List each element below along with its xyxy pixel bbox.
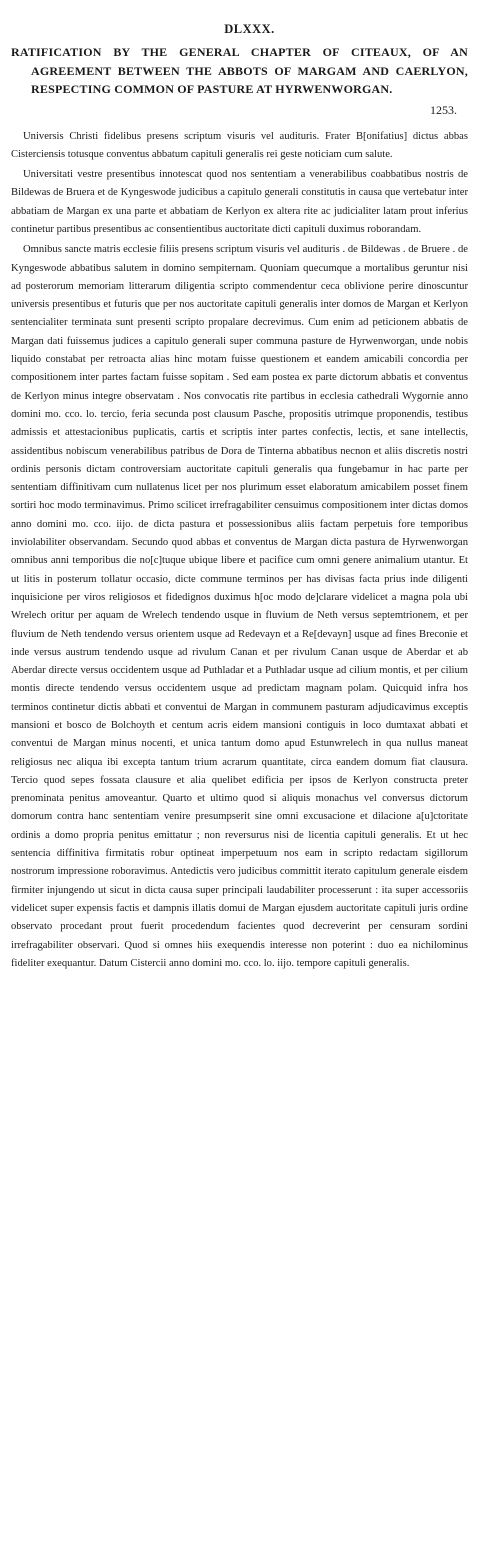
paragraph-salutation: Universis Christi fidelibus presens scriptum visuris vel audituris. Frater B[onifatius] dictus abbas Cisterciensis totusque conventus abbatum capituli generalis rei geste noticiam cum salute. bbox=[11, 130, 468, 160]
paragraph-sentence: Omnibus sancte matris ecclesie filiis presens scriptum visuris vel audituris . de Bildewas . de Bruere . de Kyngeswode abbatibus salutem in domino sempiternam. Quoniam quecumque a mortalibus geruntur nisi ad posterorum memoriam litterarum diligentia scripto commendentur ceca oblivione perire dinoscuntur universis presentibus et futuris que per nos auctoritate capituli generalis inter domos de Margan et Kerlyon sentencialiter terminata sunt presenti scripto propalare decrevimus. Cum enim ad peticionem abbatis de Margan dati fuissemus judices a capitulo generali super communa pasture de Hyrwenworgan, unde nobis liquido constabat per retroacta alias hinc motam fuisse questionem et eandem amicabili concordia per compositionem inter partes factam fuisse sopitam . Sed eam postea ex parte dictorum abbatis et conventus de Kerlyon minus integre observatam . Nos convocatis rite partibus in ecclesia cathedrali Wygornie anno domini mo. cco. lo. tercio, feria secunda post clausum Pasche, propositis utrimque proponendis, testibus admissis et attestacionibus puplicatis, cartis et scriptis inter partes confectis, lectis, et sane intellectis, assidentibus nobiscum venerabilibus patribus de Dora de Tinterna abbatibus necnon et aliis discretis nostri ordinis personis dictam controversiam auctoritate capituli generalis qua fungebamur in hac parte per sententiam diffinitivam cum nullatenus licet per nos plurimum esset elaboratum amicabilem posset finem sortiri hoc modo terminavimus. Primo scilicet irrefragabiliter censuimus compositionem inter dictas domos anno domini mo. cco. iijo. de dicta pastura et possessionibus aliis factam perpetuis fore temporibus inviolabiliter observandam. Secundo quod abbas et conventus de Margan dicta pastura de Hyrwenworgan omnibus anni temporibus die no[c]tuque ubique libere et pacifice cum omni genere animalium utantur. Et ut litis in posterum tollatur occasio, dicte commune terminos per has divisas facta prius inde diligenti inquisicione per viros religiosos et fidedignos duximus h[oc modo de]clarare videlicet a magna pola ubi Wrelech oritur per aquam de Wrelech tendendo usque in fluvium de Neth versus septemtrionem, et per fluvium de Neth tendendo versus orientem usque ad Redevayn et a Re[devayn] usque ad fines Breconie et inde versus austrum tendendo usque ad rivulum Canan et per rivulum Canan usque de Aberdar et ab Aberdar directe versus occidentem usque ad Puthladar et a Puthladar usque ad cilium montis, et per cilium montis directe tendendo versus occidentem usque ad predictam magnam polam. Quicquid infra hos terminos continetur dictis abbati et conventui de Margan in communem pasturam adjudicavimus exceptis mansioni et bosco de Bolchoyth et centum acris eidem mansioni contiguis in loco dumtaxat abbati et conventui de Margan minus nocenti, et unica tantum domo apud Estunwrelech in qua nullus maneat religiosus nec aliqua ibi excepta tantum trium acrarum quantitate, circa eandem domum fiat clausura. Tercio quod sepes fossata clausure et alia quelibet edificia per ipsos de Kerlyon constructa preter prenominata penitus amoveantur. Quarto et ultimo quod si aliquis monachus vel conversus dictorum domorum contra hanc sententiam venire presumpserit sine omni excusacione et dilacione a[u]ctoritate ordinis a domo propria penitus emittatur ; non reversurus nisi de licentia capituli generalis. Et ut hec sentencia diffinitiva firmitatis robur optineat imperpetuum nos eam in scripto redactam sigillorum nostrorum impressione roboravimus. Antedictis vero judicibus committit iterato capitulum generale eisdem firmiter injungendo ut sicut in dicta causa super principali laudabiliter processerunt : ita super accessoriis videlicet super expensis factis et dampnis illatis domui de Margan ejusdem auctoritate capituli juris ordine observato procedant prout fuerit procedendum facientes quod decreverint per censuram sordini irrefragabiliter observari. Quod si omnes hiis exequendis interesse non poterint : duo ea nichilominus fideliter exequantur. Datum Cistercii anno domini mo. cco. lo. iijo. tempore capituli generalis. bbox=[11, 244, 468, 969]
document-heading: RATIFICATION BY THE GENERAL CHAPTER OF CITEAUX, OF AN AGREEMENT BETWEEN THE ABBOTS OF MARGAM AND CAERLYON, RESPECTING COMMON OF PASTURE AT HYRWENWORGAN. bbox=[11, 45, 468, 96]
paragraph-ratification: Universitati vestre presentibus innotescat quod nos sententiam a venerabilibus coabbatibus nostris de Bildewas de Bruera et de Kyngeswode judicibus a capitulo generali constitutis in causa que vertebatur inter abbatiam de Margan ex una parte et abbatiam de Kerlyon ex altera rite ac judicialiter latam prout inferius continetur partibus presentibus ac consentientibus auctoritate dicti capituli duximus roborandam. bbox=[11, 169, 468, 235]
document-date: 1253. bbox=[430, 102, 457, 117]
document-number: DLXXX. bbox=[224, 22, 275, 36]
